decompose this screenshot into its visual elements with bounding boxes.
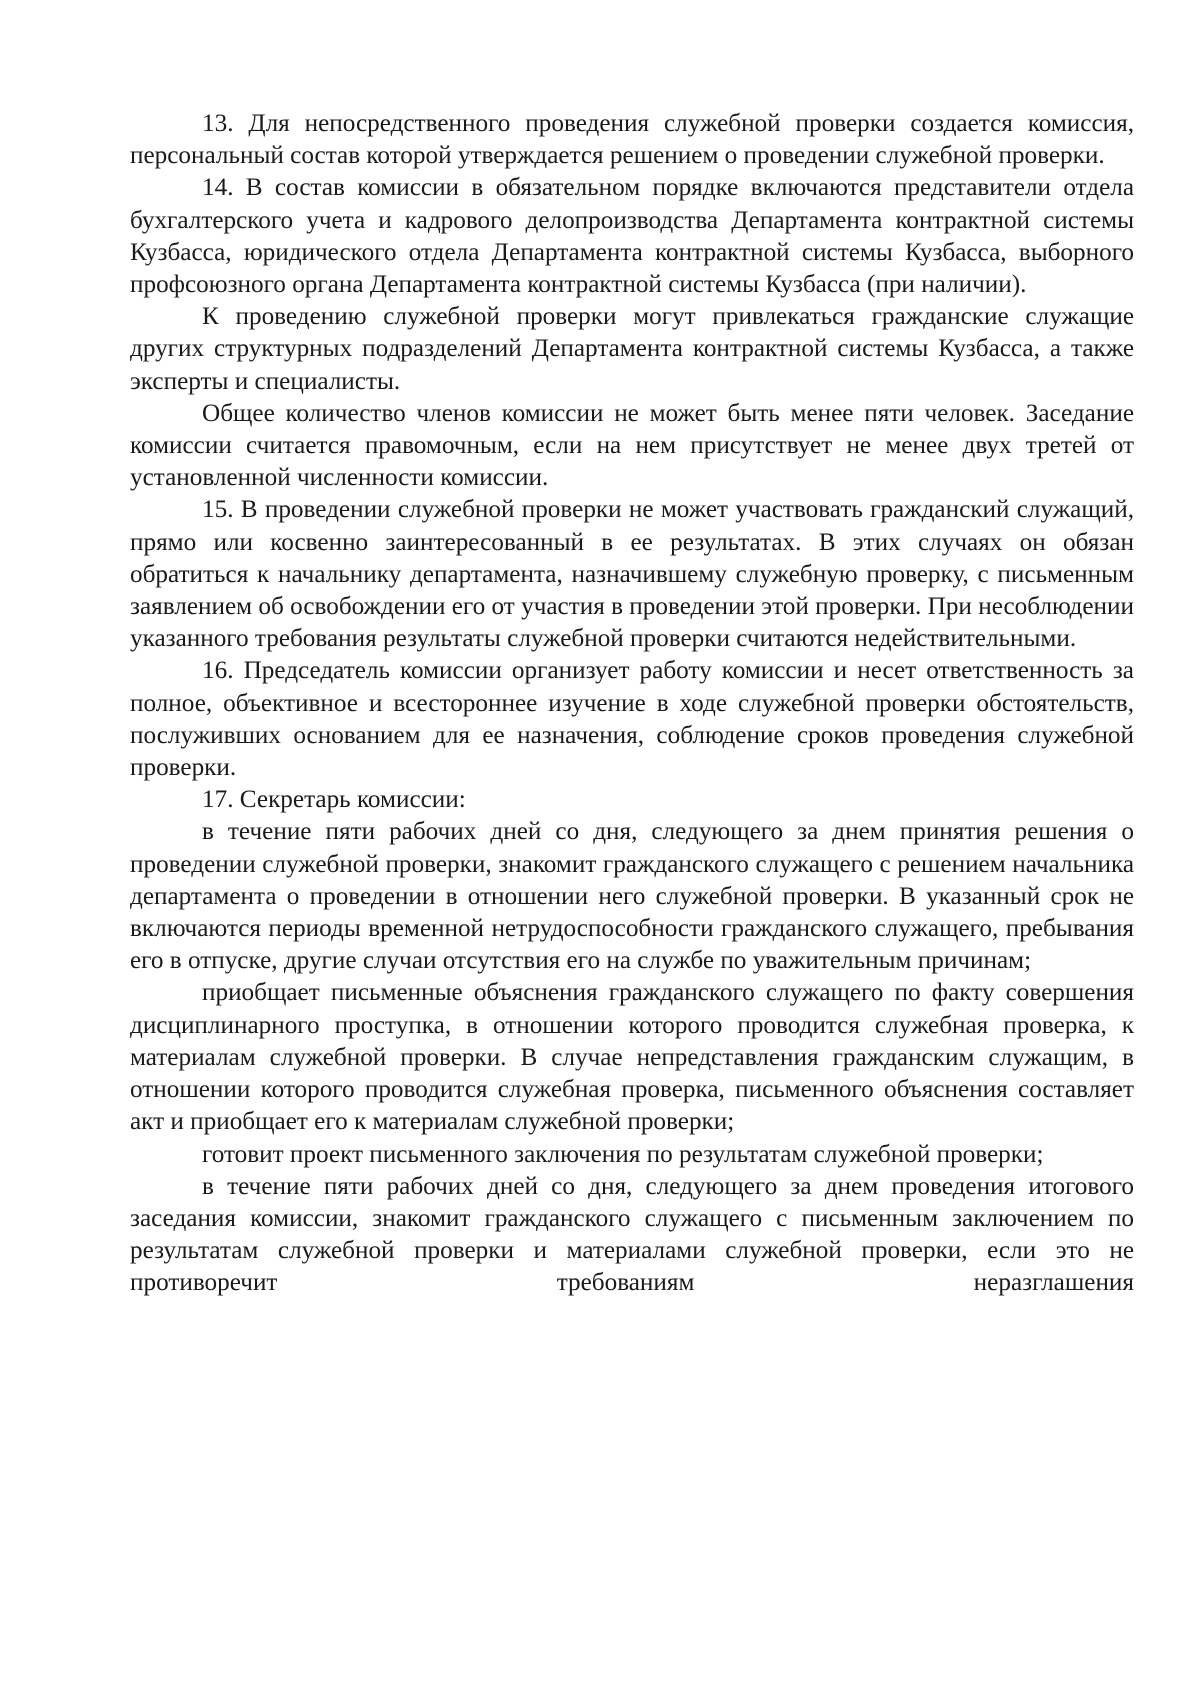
paragraph-17-prepare: готовит проект письменного заключения по результатам служебной проверки; [202, 1140, 1044, 1168]
paragraph-17-attach: приобщает письменные объяснения гражданского служащего по факту совершения дисциплинарного проступка, в отношении которого проводится служебная проверка, к материалам служебной проверки. В случае непредставления гражданским служащим, в отношении которого проводится служебная проверка, письменного объяснения составляет акт и приобщает его к материалам служебной проверки; [130, 979, 1134, 1136]
document-page [130, 108, 1134, 1300]
paragraph-15: 15. В проведении служебной проверки не может участвовать гражданский служащий, прямо или косвенно заинтересованный в ее результатах. В этих случаях он обязан обратиться к начальнику департамента, назначившему служебную проверку, с письменным заявлением об освобождении его от участия в проведении этой проверки. При несоблюдении указанного требования результаты служебной проверки считаются недействительными. [130, 496, 1134, 653]
paragraph-16: 16. Председатель комиссии организует работу комиссии и несет ответственность за полное, объективное и всестороннее изучение в ходе служебной проверки обстоятельств, послуживших основанием для ее назначения, соблюдение сроков проведения служебной проверки. [130, 657, 1134, 782]
paragraph-14-involvement: К проведению служебной проверки могут привлекаться гражданские служащие других структурных подразделений Департамента контрактной системы Кузбасса, а также эксперты и специалисты. [130, 303, 1134, 395]
paragraph-13: 13. Для непосредственного проведения служебной проверки создается комиссия, персональный состав которой утверждается решением о проведении служебной проверки. [130, 110, 1134, 170]
paragraph-14: 14. В состав комиссии в обязательном порядке включаются представители отдела бухгалтерского учета и кадрового делопроизводства Департамента контрактной системы Кузбасса, юридического отдела Департамента контрактной системы Кузбасса, выборного профсоюзного органа Департамента контрактной системы Кузбасса (при наличии). [130, 174, 1134, 299]
paragraph-17-familiarize: в течение пяти рабочих дней со дня, следующего за днем принятия решения о проведении служебной проверки, знакомит гражданского служащего с решением начальника департамента о проведении в отношении него служебной проверки. В указанный срок не включаются периоды временной нетрудоспособности гражданского служащего, пребывания его в отпуске, другие случаи отсутствия его на службе по уважительным причинам; [130, 818, 1134, 975]
paragraph-17-final: в течение пяти рабочих дней со дня, следующего за днем проведения итогового заседания комиссии, знакомит гражданского служащего с письменным заключением по результатам служебной проверки и материалами служебной проверки, если это не противоречит требованиям неразглашения [130, 1172, 1134, 1297]
paragraph-14-quorum: Общее количество членов комиссии не может быть менее пяти человек. Заседание комиссии считается правомочным, если на нем присутствует не менее двух третей от установленной численности комиссии. [130, 399, 1134, 492]
paragraph-17-heading: 17. Секретарь комиссии: [202, 786, 466, 814]
